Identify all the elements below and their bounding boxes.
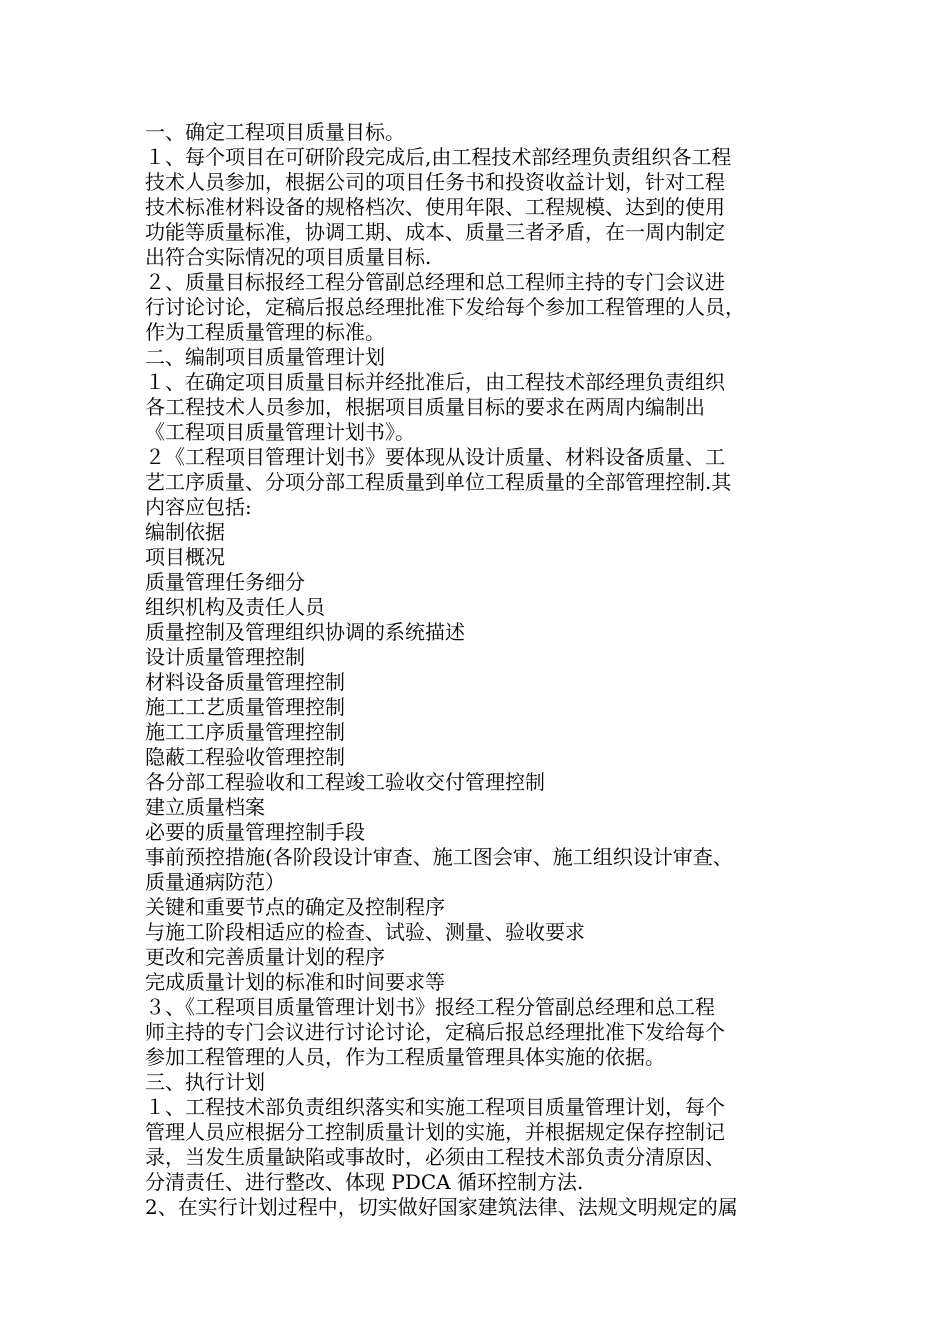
list-item: 完成质量计划的标准和时间要求等 xyxy=(145,970,445,994)
paragraph-line: １、工程技术部负责组织落实和实施工程项目质量管理计划，每个 xyxy=(145,1095,725,1119)
paragraph-line: １、每个项目在可研阶段完成后,由工程技术部经理负责组织各工程 xyxy=(145,145,732,169)
list-item: 必要的质量管理控制手段 xyxy=(145,820,365,844)
list-item: 施工工序质量管理控制 xyxy=(145,720,345,744)
list-item: 关键和重要节点的确定及控制程序 xyxy=(145,895,445,919)
paragraph-line: １、在确定项目质量目标并经批准后，由工程技术部经理负责组织 xyxy=(145,370,725,394)
section-heading-1: 一、确定工程项目质量目标。 xyxy=(145,120,405,144)
section-heading-3: 三、执行计划 xyxy=(145,1070,265,1094)
list-item: 与施工阶段相适应的检查、试验、测量、验收要求 xyxy=(145,920,585,944)
list-item: 事前预控措施(各阶段设计审查、施工图会审、施工组织设计审查、 xyxy=(145,845,733,869)
paragraph-line: 作为工程质量管理的标准。 xyxy=(145,320,385,344)
paragraph-line: ２、质量目标报经工程分管副总经理和总工程师主持的专门会议进 xyxy=(145,270,725,294)
list-item: 质量控制及管理组织协调的系统描述 xyxy=(145,620,465,644)
document-body xyxy=(145,120,825,1220)
paragraph-line: 各工程技术人员参加，根据项目质量目标的要求在两周内编制出 xyxy=(145,395,705,419)
paragraph-line: ３、《工程项目质量管理计划书》报经工程分管副总经理和总工程 xyxy=(145,995,715,1019)
list-item: 编制依据 xyxy=(145,520,225,544)
paragraph-line: 分清责任、进行整改、体现 PDCA 循环控制方法. xyxy=(145,1170,584,1194)
list-item: 施工工艺质量管理控制 xyxy=(145,695,345,719)
paragraph-line: 内容应包括: xyxy=(145,495,252,519)
paragraph-line: 功能等质量标准，协调工期、成本、质量三者矛盾，在一周内制定 xyxy=(145,220,725,244)
paragraph-line: 2、在实行计划过程中，切实做好国家建筑法律、法规文明规定的属 xyxy=(145,1195,738,1219)
list-item: 质量管理任务细分 xyxy=(145,570,305,594)
list-item: 建立质量档案 xyxy=(145,795,265,819)
paragraph-line: ２《工程项目管理计划书》要体现从设计质量、材料设备质量、工 xyxy=(145,445,725,469)
paragraph-line: 技术标准材料设备的规格档次、使用年限、工程规模、达到的使用 xyxy=(145,195,725,219)
paragraph-line: 管理人员应根据分工控制质量计划的实施，并根据规定保存控制记 xyxy=(145,1120,725,1144)
list-item: 质量通病防范） xyxy=(145,870,285,894)
paragraph-line: 师主持的专门会议进行讨论讨论，定稿后报总经理批准下发给每个 xyxy=(145,1020,725,1044)
paragraph-line: 技术人员参加，根据公司的项目任务书和投资收益计划，针对工程 xyxy=(145,170,725,194)
list-item: 项目概况 xyxy=(145,545,225,569)
list-item: 更改和完善质量计划的程序 xyxy=(145,945,385,969)
paragraph-line: 出符合实际情况的项目质量目标. xyxy=(145,245,432,269)
list-item: 设计质量管理控制 xyxy=(145,645,305,669)
paragraph-line: 《工程项目质量管理计划书》。 xyxy=(145,420,415,444)
paragraph-line: 录，当发生质量缺陷或事故时，必须由工程技术部负责分清原因、 xyxy=(145,1145,725,1169)
section-heading-2: 二、编制项目质量管理计划 xyxy=(145,345,385,369)
paragraph-line: 行讨论讨论，定稿后报总经理批准下发给每个参加工程管理的人员， xyxy=(145,295,745,319)
list-item: 隐蔽工程验收管理控制 xyxy=(145,745,345,769)
list-item: 各分部工程验收和工程竣工验收交付管理控制 xyxy=(145,770,545,794)
paragraph-line: 参加工程管理的人员，作为工程质量管理具体实施的依据。 xyxy=(145,1045,665,1069)
paragraph-line: 艺工序质量、分项分部工程质量到单位工程质量的全部管理控制.其 xyxy=(145,470,732,494)
list-item: 组织机构及责任人员 xyxy=(145,595,325,619)
list-item: 材料设备质量管理控制 xyxy=(145,670,345,694)
